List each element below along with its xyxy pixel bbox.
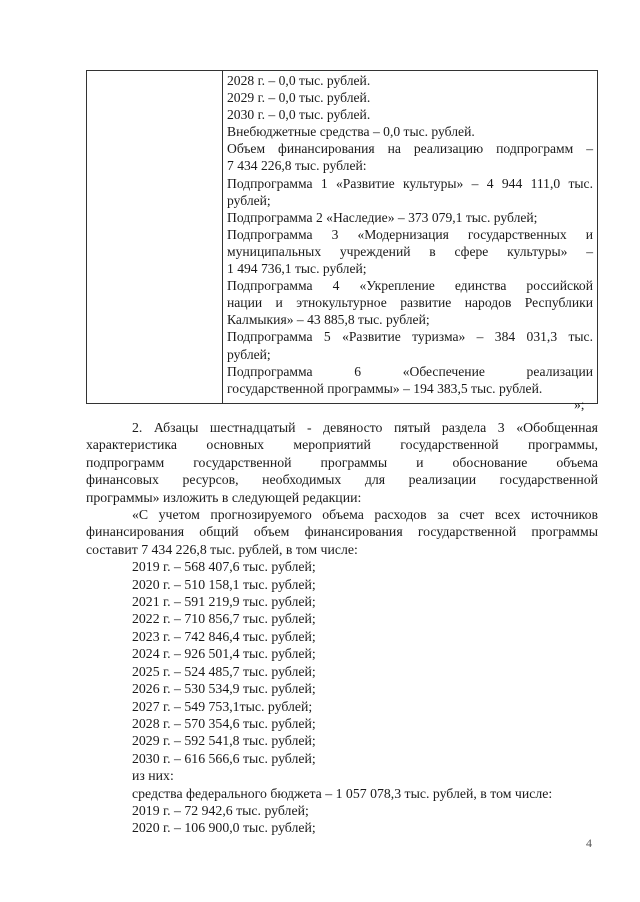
list-item: из них: [132,768,174,784]
table-line: Подпрограмма 3 «Модернизация государственных и [227,226,593,242]
list-item: 2028 г. – 570 354,6 тыс. рублей; [132,715,316,731]
table-line: Подпрограмма 5 «Развитие туризма» – 384 031,3 тыс. [227,329,593,345]
table-line: нации и этнокультурное развитие народов Республики [227,295,593,311]
table-line: государственной программы» – 194 383,5 тыс. рублей. [227,380,543,396]
paragraph-line: «С учетом прогнозируемого объема расходов за счет всех источников [132,507,598,523]
paragraph-line: подпрограмм государственной программы и обоснование объема [86,454,598,470]
list-item: средства федерального бюджета – 1 057 078,3 тыс. рублей, в том числе: [132,785,553,801]
list-item: 2021 г. – 591 219,9 тыс. рублей; [132,594,316,610]
table-line: Подпрограмма 1 «Развитие культуры» – 4 944 111,0 тыс. [227,175,593,191]
list-item: 2023 г. – 742 846,4 тыс. рублей; [132,628,316,644]
yearly-funding-list [86,558,598,837]
paragraph-line: финансирования общий объем финансирования государственной программы [86,524,598,540]
table-line: Объем финансирования на реализацию подпрограмм – [227,141,593,157]
table-column-divider [222,71,223,403]
list-item: 2027 г. – 549 753,1тыс. рублей; [132,698,313,714]
table-content-cell [227,72,593,397]
paragraph-line: финансовых ресурсов, необходимых для реализации государственной [86,472,598,488]
list-item: 2019 г. – 72 942,6 тыс. рублей; [132,802,309,818]
page-number: 4 [586,836,592,850]
paragraph-line: характеристика основных мероприятий государственной программы, [86,437,598,453]
table-line: рублей; [227,192,271,208]
table-line: 1 494 736,1 тыс. рублей; [227,261,367,277]
list-item: 2025 г. – 524 485,7 тыс. рублей; [132,663,316,679]
paragraph-line: составит 7 434 226,8 тыс. рублей, в том числе: [86,541,358,557]
table-line: рублей; [227,346,271,362]
list-item: 2026 г. – 530 534,9 тыс. рублей; [132,681,316,697]
table-line: Подпрограмма 6 «Обеспечение реализации [227,363,593,379]
list-item: 2022 г. – 710 856,7 тыс. рублей; [132,611,316,627]
funding-table [86,70,598,404]
table-line: Внебюджетные средства – 0,0 тыс. рублей. [227,124,475,140]
table-line: 7 434 226,8 тыс. рублей: [227,158,367,174]
table-line: Подпрограмма 4 «Укрепление единства российской [227,278,593,294]
list-item: 2030 г. – 616 566,6 тыс. рублей; [132,750,316,766]
table-line: 2030 г. – 0,0 тыс. рублей. [227,107,371,123]
list-item: 2020 г. – 510 158,1 тыс. рублей; [132,576,316,592]
paragraph-line: 2. Абзацы шестнадцатый - девяносто пятый раздела 3 «Обобщенная [132,420,598,435]
table-line: 2028 г. – 0,0 тыс. рублей. [227,73,371,88]
table-line: Подпрограмма 2 «Наследие» – 373 079,1 тыс. рублей; [227,209,538,225]
table-line: муниципальных учреждений в сфере культуры» – [227,243,593,259]
table-line: 2029 г. – 0,0 тыс. рублей. [227,90,371,106]
list-item: 2024 г. – 926 501,4 тыс. рублей; [132,646,316,662]
list-item: 2029 г. – 592 541,8 тыс. рублей; [132,733,316,749]
body-text [86,419,598,837]
list-item: 2019 г. – 568 407,6 тыс. рублей; [132,559,316,575]
table-line: Калмыкия» – 43 885,8 тыс. рублей; [227,312,430,328]
paragraph-line: программы» изложить в следующей редакции: [86,489,362,505]
table-closing-quote: »; [574,397,585,412]
list-item: 2020 г. – 106 900,0 тыс. рублей; [132,820,316,836]
